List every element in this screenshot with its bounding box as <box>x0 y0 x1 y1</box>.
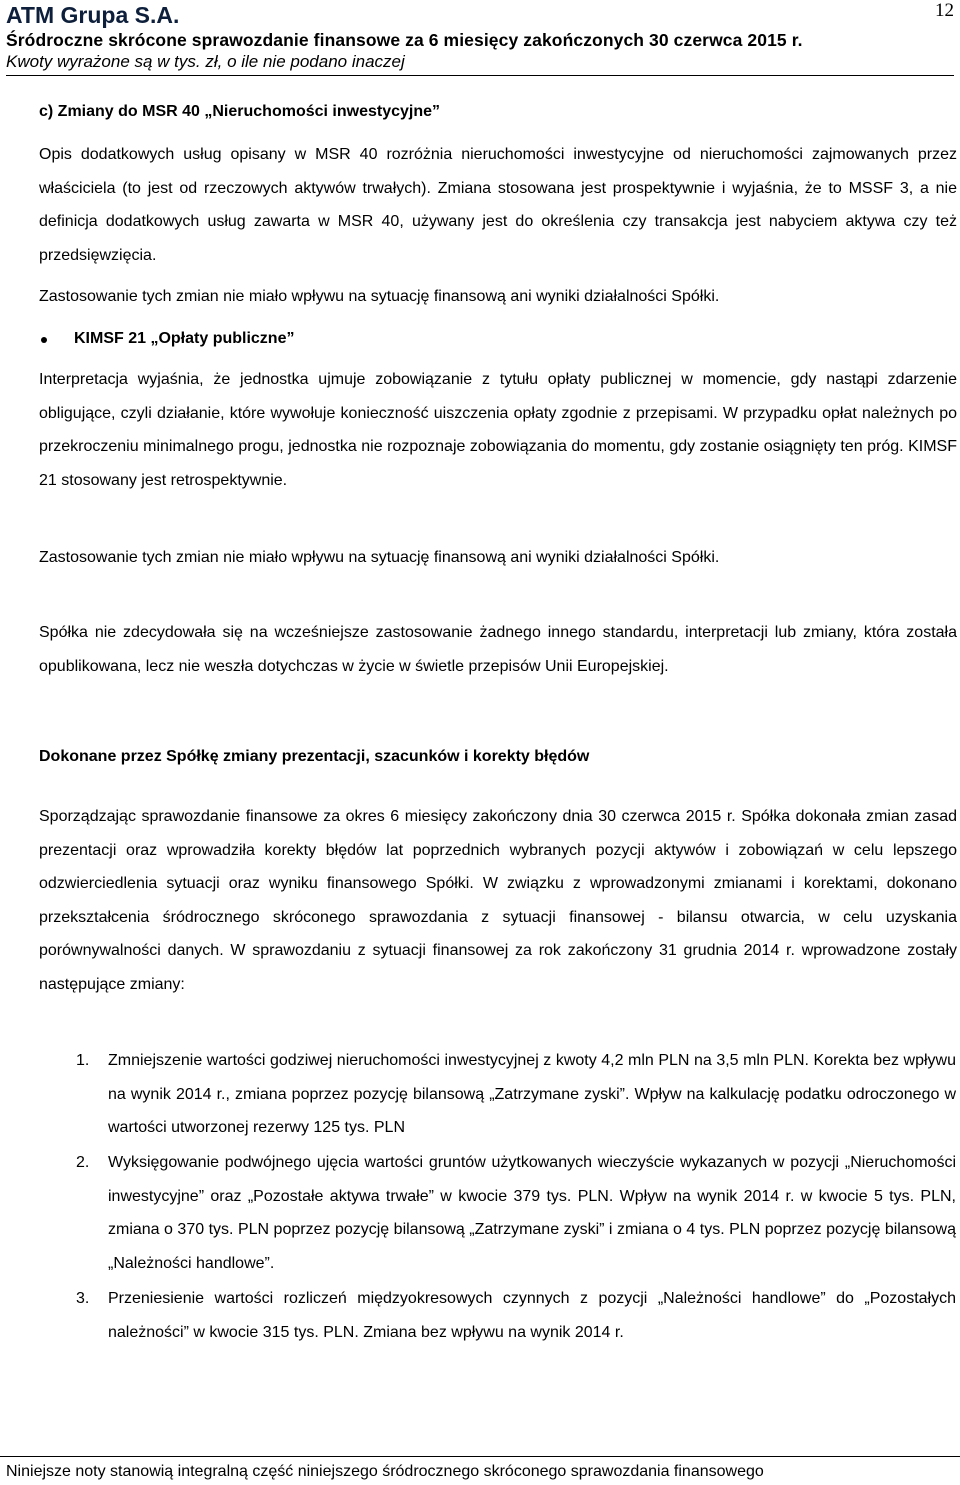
footer-divider <box>0 1456 960 1457</box>
changes-intro: Sporządzając sprawozdanie finansowe za okres 6 miesięcy zakończony dnia 30 czerwca 2015 r. Spółka dokonała zmian zasad prezentacji oraz wprowadziła korekty błędów lat poprzednich wybranych pozycji aktywów i zobowiązań w celu lepszego odzwierciedlenia sytuacji oraz wyniku finansowego Spółki. W związku z wprowadzonymi zmianami i korektami, dokonano przekształcenia śródrocznego skróconego sprawozdania z sytuacji finansowej - bilansu otwarcia, w celu uzyskania porównywalności danych. W sprawozdaniu z sytuacji finansowej za rok zakończony 31 grudnia 2014 r. wprowadzone zostały następujące zmiany: <box>39 808 957 993</box>
list-item-1-text: Zmniejszenie wartości godziwej nieruchomości inwestycyjnej z kwoty 4,2 mln PLN na 3,5 mln PLN. Korekta bez wpływu na wynik 2014 r., zmiana poprzez pozycję bilansową „Zatrzymane zyski”. Wpływ na kalkulację podatku odroczonego w wartości utworzonej rezerwy 125 tys. PLN <box>108 1052 956 1136</box>
list-item-3-text: Przeniesienie wartości rozliczeń międzyokresowych czynnych z pozycji „Należności handlowe” do „Pozostałych należności” w kwocie 315 tys. PLN. Zmiana bez wpływu na wynik 2014 r. <box>108 1290 956 1341</box>
list-item-2-text: Wyksięgowanie podwójnego ujęcia wartości gruntów użytkowanych wieczyście wykazanych w pozycji „Nieruchomości inwestycyjne” oraz „Pozostałe aktywa trwałe” w kwocie 379 tys. PLN. Wpływ na wynik 2014 r. w kwocie 5 tys. PLN, zmiana o 370 tys. PLN poprzez pozycję bilansową „Zatrzymane zyski” i zmiana o 4 tys. PLN poprzez pozycję bilansową „Należności handlowe”. <box>108 1154 956 1272</box>
kimsf21-impact: Zastosowanie tych zmian nie miało wpływu na sytuację finansową ani wyniki działalności Spółki. <box>39 549 720 566</box>
kimsf21-heading: KIMSF 21 „Opłaty publiczne” <box>74 330 295 347</box>
company-name: ATM Grupa S.A. <box>6 2 180 28</box>
report-title: Śródroczne skrócone sprawozdanie finansowe za 6 miesięcy zakończonych 30 czerwca 2015 r. <box>6 30 803 50</box>
page-number: 12 <box>935 0 954 21</box>
changes-heading: Dokonane przez Spółkę zmiany prezentacji, szacunków i korekty błędów <box>39 748 590 765</box>
list-item-1-number: 1. <box>76 1052 90 1069</box>
early-adoption-paragraph: Spółka nie zdecydowała się na wcześniejsze zastosowanie żadnego innego standardu, interpretacji lub zmiany, która została opublikowana, lecz nie weszła dotychczas w życie w świetle przepisów Unii Europejskiej. <box>39 624 957 675</box>
units-note: Kwoty wyrażone są w tys. zł, o ile nie podano inaczej <box>6 52 405 71</box>
kimsf21-paragraph: Interpretacja wyjaśnia, że jednostka ujmuje zobowiązanie z tytułu opłaty publicznej w momencie, gdy nastąpi zdarzenie obligujące, czyli działanie, które wywołuje konieczność uiszczenia opłaty zgodnie z przepisami. W przypadku opłat należnych po przekroczeniu minimalnego progu, jednostka nie rozpoznaje zobowiązania do momentu, gdy zostanie osiągnięty ten próg. KIMSF 21 stosowany jest retrospektywnie. <box>39 371 957 489</box>
list-item-2-number: 2. <box>76 1154 90 1171</box>
section-c-impact: Zastosowanie tych zmian nie miało wpływu na sytuację finansową ani wyniki działalności Spółki. <box>39 288 720 305</box>
list-item-3-number: 3. <box>76 1290 90 1307</box>
bullet-icon <box>41 337 47 343</box>
page-footer: Niniejsze noty stanowią integralną część niniejszego śródrocznego skróconego sprawozdania finansowego <box>6 1463 764 1480</box>
header-divider <box>6 75 954 76</box>
section-c-heading: c) Zmiany do MSR 40 „Nieruchomości inwestycyjne” <box>39 103 440 120</box>
section-c-paragraph: Opis dodatkowych usług opisany w MSR 40 rozróżnia nieruchomości inwestycyjne od nieruchomości zajmowanych przez właściciela (to jest od rzeczowych aktywów trwałych). Zmiana stosowana jest prospektywnie i wyjaśnia, że to MSSF 3, a nie definicja dodatkowych usług zawarta w MSR 40, używany jest do określenia czy transakcja jest nabyciem aktywa czy też przedsięwzięcia. <box>39 146 957 264</box>
